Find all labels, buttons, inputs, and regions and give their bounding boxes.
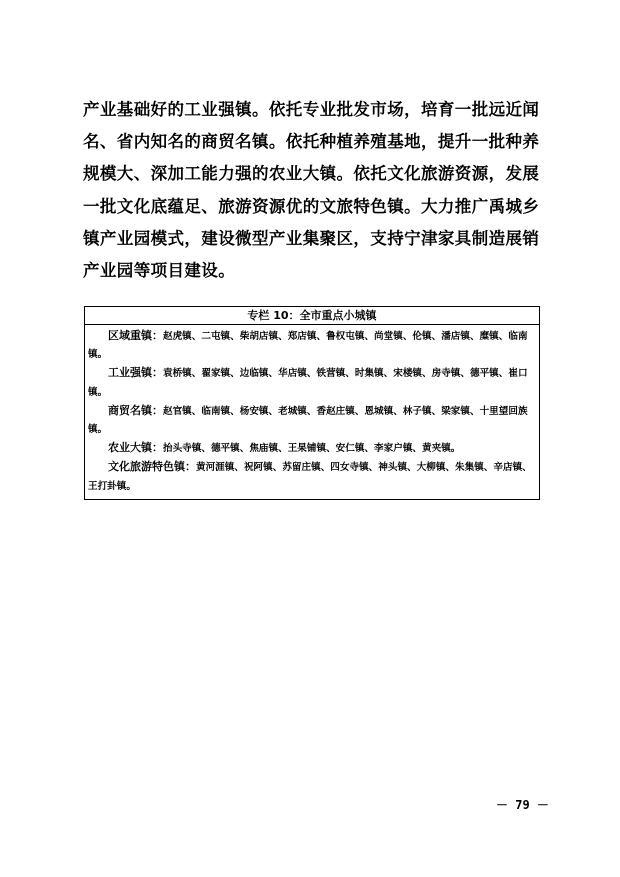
entry-towns: 黄河涯镇、祝阿镇、苏留庄镇、四女寺镇、神头镇、大柳镇、朱集镇、辛店镇、王打卦镇。 <box>88 462 532 492</box>
entry-towns: 袁桥镇、翟家镇、边临镇、华店镇、铁营镇、时集镇、宋楼镇、房寺镇、德平镇、崔口镇。 <box>88 368 528 398</box>
entry-category: 农业大镇： <box>108 441 163 455</box>
entry-category: 工业强镇： <box>108 366 163 380</box>
feature-box <box>84 306 540 500</box>
entry-industrial-towns <box>88 364 536 401</box>
entry-towns: 抬头寺镇、德平镇、焦庙镇、王杲铺镇、安仁镇、李家户镇、黄夹镇。 <box>163 443 461 455</box>
body-paragraph: 产业基础好的工业强镇。依托专业批发市场，培育一批远近闻名、省内知名的商贸名镇。依托种植养殖基地，提升一批种养规模大、深加工能力强的农业大镇。依托文化旅游资源，发展一批文化底蕴足、旅游资源优的文旅特色镇。大力推广禹城乡镇产业园模式，建设微型产业集聚区，支持宁津家具制造展销产业园等项目建设。 <box>83 100 540 281</box>
entry-towns: 赵官镇、临南镇、杨安镇、老城镇、香赵庄镇、恩城镇、林子镇、梁家镇、十里望回族镇。 <box>88 405 528 436</box>
entry-category: 商贸名镇： <box>108 403 163 417</box>
entry-towns: 赵虎镇、二屯镇、柴胡店镇、郑店镇、鲁权屯镇、尚堂镇、伦镇、潘店镇、糜镇、临南镇。 <box>88 331 528 361</box>
entry-category: 文化旅游特色镇： <box>108 460 196 474</box>
entry-regional-towns <box>88 327 536 364</box>
entry-cultural-tourism-towns <box>88 458 536 495</box>
page-number: － 79 － <box>496 798 549 812</box>
entry-trade-towns <box>88 402 536 439</box>
entry-agricultural-towns <box>88 439 536 458</box>
entry-category: 区域重镇： <box>108 329 163 342</box>
box-body <box>85 325 539 499</box>
box-title: 专栏 10：全市重点小城镇 <box>85 307 539 325</box>
